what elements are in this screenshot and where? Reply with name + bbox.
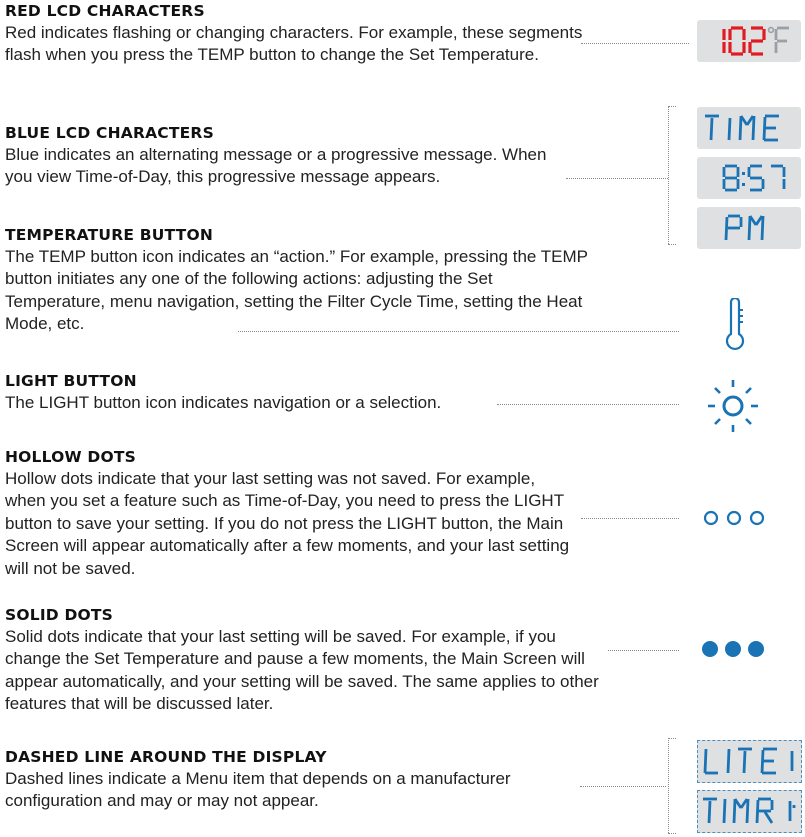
dashed-lcd-timr	[697, 790, 802, 833]
bracket-tick	[668, 106, 676, 107]
sun-icon	[703, 376, 763, 441]
section-title: LIGHT BUTTON	[5, 372, 137, 390]
leader-line	[581, 43, 689, 44]
bracket-tick	[668, 738, 676, 739]
section-text: Dashed lines indicate a Menu item that depends on a manufacturer configuration and may or may not appear.	[5, 769, 511, 811]
leader-line	[238, 331, 679, 332]
section-blue-lcd	[5, 124, 605, 189]
leader-line	[566, 178, 668, 179]
section-text: Solid dots indicate that your last setting will be saved. For example, if you change the Set Temperature and pause a few moments, the Main Screen will appear automatically, and your setting will be saved. The same applies to other features that will be discussed later.	[5, 627, 599, 714]
bracket-tick	[668, 244, 676, 245]
section-title: RED LCD CHARACTERS	[5, 2, 205, 20]
leader-line	[497, 404, 679, 405]
thermometer-icon	[722, 298, 746, 357]
bracket-tick	[668, 833, 676, 834]
blue-lcd-clock	[697, 157, 801, 199]
section-temperature-button	[5, 226, 605, 336]
section-title: SOLID DOTS	[5, 606, 114, 624]
bracket-dashed-group	[668, 738, 669, 833]
section-text: Hollow dots indicate that your last setting was not saved. For example, when you set a feature such as Time-of-Day, you need to press the LIGHT button to save your setting. If you do not press the LIGHT button, the Main Screen will appear automatically after a few moments, and your last setting will not be saved.	[5, 469, 570, 578]
section-title: DASHED LINE AROUND THE DISPLAY	[5, 748, 327, 766]
blue-lcd-time	[697, 107, 801, 149]
section-light-button	[5, 372, 605, 414]
blue-lcd-ampm	[697, 207, 801, 249]
section-dashed-line	[5, 748, 605, 813]
hollow-dots-icon	[702, 509, 766, 532]
leader-line	[580, 786, 666, 787]
section-text: Red indicates flashing or changing characters. For example, these segments flash when you press the TEMP button to change the Set Temperature.	[5, 23, 583, 65]
section-text: Blue indicates an alternating message or a progressive message. When you view Time-of-Day, this progressive message appears.	[5, 145, 547, 187]
solid-dots-icon	[700, 638, 766, 665]
section-title: TEMPERATURE BUTTON	[5, 226, 213, 244]
section-text: The TEMP button icon indicates an “action.” For example, pressing the TEMP button initiates any one of the following actions: adjusting the Set Temperature, menu navigation, setting the Filter Cycle Time, setting the Heat Mode, etc.	[5, 247, 588, 334]
bracket-blue-group	[668, 106, 669, 244]
section-text: The LIGHT button icon indicates navigation or a selection.	[5, 393, 442, 412]
section-solid-dots	[5, 606, 605, 716]
section-title: HOLLOW DOTS	[5, 448, 136, 466]
leader-line	[581, 518, 679, 519]
leader-line	[608, 650, 679, 651]
section-title: BLUE LCD CHARACTERS	[5, 124, 214, 142]
dashed-lcd-lite	[697, 740, 802, 783]
section-red-lcd	[5, 2, 605, 67]
red-lcd-display	[697, 20, 801, 62]
section-hollow-dots	[5, 448, 605, 580]
